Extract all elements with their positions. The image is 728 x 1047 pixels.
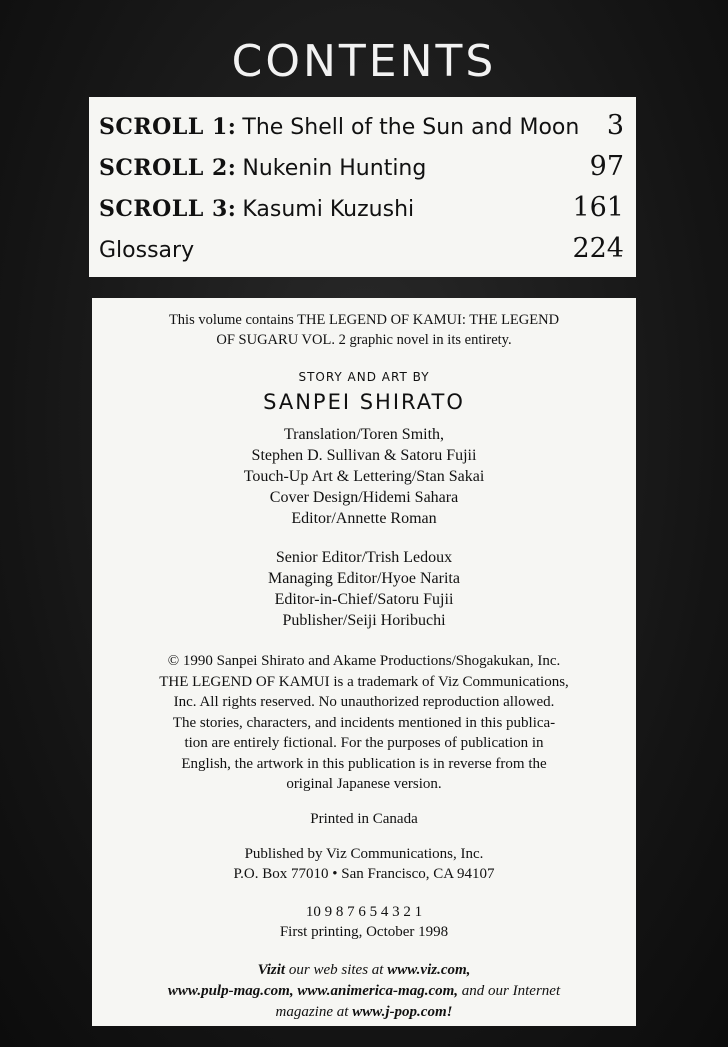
first-printing: First printing, October 1998 <box>279 923 449 940</box>
legal-line: © 1990 Sanpei Shirato and Akame Productions/Shogakukan, Inc. <box>167 653 561 669</box>
legal-line: English, the artwork in this publication is in reverse from the <box>181 755 547 772</box>
staff-line: Publisher/Seiji Horibuchi <box>282 612 446 629</box>
toc-row-scroll-2 <box>99 146 624 187</box>
table-of-contents <box>89 97 636 277</box>
staff-line: Stephen D. Sullivan & Satoru Fujii <box>251 447 477 464</box>
toc-page-number: 161 <box>572 192 624 223</box>
toc-row-scroll-1 <box>99 105 624 146</box>
publisher-info <box>110 844 618 884</box>
staff-line: Editor-in-Chief/Satoru Fujii <box>274 591 454 608</box>
staff-line: Cover Design/Hidemi Sahara <box>269 489 459 506</box>
link-j-pop[interactable]: www.j-pop.com! <box>352 1003 453 1020</box>
website-notice: Vizit our web sites at www.viz.com, www.pulp-mag.com, www.animerica-mag.com, and our Internet magazine at www.j-pop.com! <box>167 961 561 1020</box>
toc-row-glossary <box>99 228 624 269</box>
toc-glossary-title: Glossary <box>99 238 195 263</box>
intro-line: OF SUGARU VOL. 2 graphic novel in its entirety. <box>216 332 512 348</box>
legal-line: THE LEGEND OF KAMUI is a trademark of Viz Communications, <box>159 673 569 690</box>
staff-line: Editor/Annette Roman <box>291 510 437 527</box>
publisher-line: Published by Viz Communications, Inc. <box>244 845 484 862</box>
printed-in: Printed in Canada <box>310 810 418 827</box>
print-numbers: 10 9 8 7 6 5 4 3 2 1 <box>305 903 423 920</box>
credits-panel <box>92 298 636 1026</box>
vizit-word: Vizit <box>257 961 286 978</box>
link-viz[interactable]: www.viz.com, <box>387 961 471 978</box>
staff-line: Translation/Toren Smith, <box>283 426 445 443</box>
toc-scroll-label: SCROLL 3: <box>99 196 237 222</box>
volume-intro <box>110 310 618 350</box>
toc-page-number: 3 <box>606 110 624 141</box>
toc-scroll-label: SCROLL 2: <box>99 155 237 181</box>
toc-scroll-label: SCROLL 1: <box>99 114 237 140</box>
staff-line: Managing Editor/Hyoe Narita <box>268 570 460 587</box>
contents-title: CONTENTS <box>231 36 497 87</box>
legal-line: Inc. All rights reserved. No unauthorized reproduction allowed. <box>173 694 555 710</box>
toc-page-number: 224 <box>572 233 624 264</box>
link-animerica-mag[interactable]: www.animerica-mag.com, <box>297 982 459 999</box>
editorial-credits <box>110 547 618 631</box>
publisher-address: P.O. Box 77010 • San Francisco, CA 94107 <box>233 865 495 882</box>
link-pulp-mag[interactable]: www.pulp-mag.com, <box>167 982 294 999</box>
toc-row-scroll-3 <box>99 187 624 228</box>
staff-line: Touch-Up Art & Lettering/Stan Sakai <box>243 468 485 485</box>
toc-chapter-title: The Shell of the Sun and Moon <box>242 115 580 140</box>
legal-line: original Japanese version. <box>286 776 442 792</box>
intro-line: This volume contains THE LEGEND OF KAMUI: THE LEGEND <box>168 312 560 328</box>
toc-page-number: 97 <box>589 151 624 182</box>
legal-line: tion are entirely fictional. For the purposes of publication in <box>184 735 544 751</box>
legal-line: The stories, characters, and incidents mentioned in this publica- <box>172 714 556 731</box>
staff-line: Senior Editor/Trish Ledoux <box>275 549 453 566</box>
author-name: SANPEI SHIRATO <box>263 390 465 414</box>
story-art-label: STORY AND ART BY <box>298 370 430 384</box>
toc-chapter-title: Kasumi Kuzushi <box>242 197 415 222</box>
staff-credits <box>110 424 618 529</box>
toc-chapter-title: Nukenin Hunting <box>242 156 427 181</box>
printing-info <box>110 902 618 942</box>
copyright-notice <box>110 651 618 795</box>
